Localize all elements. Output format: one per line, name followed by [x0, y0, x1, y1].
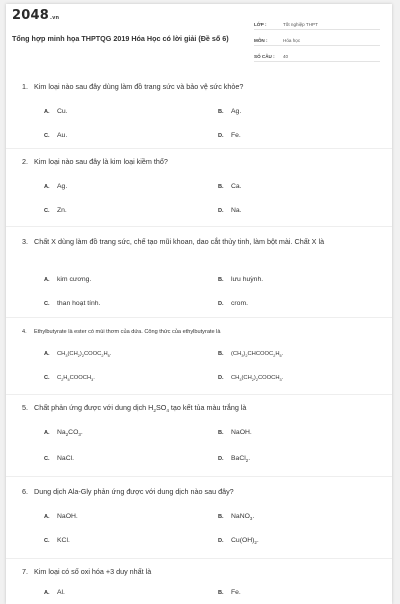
option-letter: C. — [44, 301, 50, 307]
option-letter: C. — [44, 375, 50, 381]
option-letter: D. — [218, 133, 224, 139]
question-2 — [22, 156, 378, 214]
option-letter: B. — [218, 590, 224, 596]
option-text: KCl. — [57, 537, 70, 544]
option-letter: B. — [218, 184, 224, 190]
meta-row-subject — [254, 32, 380, 46]
question-text: Chất X dùng làm đồ trang sức, chế tạo mũi khoan, dao cắt thủy tinh, làm bột mài. Chất X là — [34, 237, 325, 246]
question-text: Ethylbutyrate là ester có mùi thơm của dứa. Công thức của ethylbutyrate là — [34, 329, 221, 335]
question-number: 5. — [22, 403, 28, 412]
option-b[interactable] — [218, 351, 283, 358]
option-c[interactable] — [44, 132, 67, 139]
option-c[interactable] — [44, 537, 70, 544]
logo-suffix: .vn — [49, 15, 60, 21]
option-text: $CH_3(CH_2)_2COOCH_3$. — [231, 375, 284, 382]
document-sheet — [6, 4, 392, 604]
question-divider — [6, 148, 392, 149]
question-5 — [22, 402, 378, 463]
option-text: Ag. — [231, 108, 242, 115]
option-a[interactable] — [44, 513, 78, 520]
question-stem — [22, 156, 378, 167]
question-stem — [22, 81, 378, 92]
option-letter: B. — [218, 514, 224, 520]
option-text: $Cu(OH)_2$. — [231, 537, 259, 545]
option-letter: A. — [44, 109, 50, 115]
question-text: Kim loại nào sau đây dùng làm đồ trang sức và bảo vệ sức khỏe? — [34, 82, 244, 91]
question-7 — [22, 566, 378, 596]
option-d[interactable] — [218, 455, 250, 463]
option-letter: C. — [44, 208, 50, 214]
option-text: $Na_2CO_3$. — [57, 429, 83, 437]
option-text: Ag. — [57, 183, 68, 190]
document-title: Tổng hợp minh họa THPTQG 2019 Hóa Học có lời giải (Đề số 6) — [12, 34, 229, 43]
question-stem — [22, 402, 378, 416]
option-text: than hoạt tính. — [57, 300, 101, 307]
question-number: 2. — [22, 157, 28, 166]
question-number: 1. — [22, 82, 28, 91]
question-stem — [22, 566, 378, 577]
option-c[interactable] — [44, 455, 74, 462]
question-number: 3. — [22, 237, 28, 246]
option-letter: B. — [218, 430, 224, 436]
meta-value: 40 — [283, 54, 289, 59]
meta-row-class — [254, 16, 380, 30]
option-text: NaOH. — [57, 513, 78, 520]
option-d[interactable] — [218, 132, 241, 139]
document-header — [6, 4, 392, 68]
option-a[interactable] — [44, 183, 67, 190]
meta-label: SỐ CÂU : — [254, 54, 275, 59]
option-d[interactable] — [218, 537, 259, 545]
option-text: $(CH_3)_2CHCOOC_2H_5$. — [231, 351, 284, 358]
option-a[interactable] — [44, 108, 68, 115]
option-b[interactable] — [218, 429, 252, 436]
question-1 — [22, 81, 378, 139]
question-stem — [22, 327, 378, 338]
meta-row-count — [254, 48, 380, 62]
question-divider — [6, 476, 392, 477]
option-letter: C. — [44, 538, 50, 544]
option-b[interactable] — [218, 108, 241, 115]
question-stem — [22, 486, 378, 497]
question-number: 4. — [22, 329, 27, 335]
option-letter: A. — [44, 590, 50, 596]
option-letter: D. — [218, 375, 224, 381]
option-text: Na. — [231, 207, 242, 214]
option-d[interactable] — [218, 375, 283, 382]
option-a[interactable] — [44, 351, 111, 358]
option-a[interactable] — [44, 429, 83, 437]
option-d[interactable] — [218, 300, 248, 307]
document-meta — [254, 16, 380, 64]
question-number: 7. — [22, 567, 28, 576]
option-letter: C. — [44, 133, 50, 139]
question-stem — [22, 236, 378, 247]
option-a[interactable] — [44, 276, 91, 283]
option-letter: D. — [218, 538, 224, 544]
option-letter: A. — [44, 514, 50, 520]
option-text: kim cương. — [57, 276, 92, 283]
option-text: lưu huỳnh. — [231, 276, 264, 283]
option-d[interactable] — [218, 207, 242, 214]
option-letter: B. — [218, 277, 224, 283]
option-b[interactable] — [218, 183, 242, 190]
option-text: crom. — [231, 300, 248, 307]
option-b[interactable] — [218, 513, 254, 521]
option-text: Zn. — [57, 207, 67, 214]
question-3 — [22, 236, 378, 307]
question-text: Kim loại nào sau đây là kim loại kiềm thổ? — [34, 157, 168, 166]
option-text: $CH_3(CH_2)_2COOC_2H_5$. — [57, 351, 112, 358]
option-c[interactable] — [44, 300, 100, 307]
option-letter: B. — [218, 351, 224, 357]
option-b[interactable] — [218, 589, 241, 596]
option-letter: A. — [44, 277, 50, 283]
question-6 — [22, 486, 378, 545]
option-text: Cu. — [57, 108, 68, 115]
option-letter: A. — [44, 430, 50, 436]
option-a[interactable] — [44, 589, 65, 596]
question-divider — [6, 226, 392, 227]
site-logo[interactable] — [12, 8, 59, 23]
option-letter: D. — [218, 456, 224, 462]
option-text: BaCl$_2$. — [231, 455, 251, 463]
option-letter: A. — [44, 184, 50, 190]
question-number: 6. — [22, 487, 28, 496]
question-text: Dung dịch Ala-Gly phản ứng được với dung dịch nào sau đây? — [34, 487, 234, 496]
option-text: NaCl. — [57, 455, 74, 462]
option-c[interactable] — [44, 375, 95, 382]
option-letter: B. — [218, 109, 224, 115]
question-4 — [22, 327, 378, 382]
meta-label: LỚP : — [254, 22, 267, 27]
option-letter: D. — [218, 208, 224, 214]
option-text: NaNO$_3$. — [231, 513, 255, 521]
option-text: Fe. — [231, 589, 241, 596]
option-letter: A. — [44, 351, 50, 357]
option-b[interactable] — [218, 276, 263, 283]
question-text: Kim loại có số oxi hóa +3 duy nhất là — [34, 567, 152, 576]
meta-value: Hóa học — [283, 38, 301, 43]
option-letter: C. — [44, 456, 50, 462]
option-text: Ca. — [231, 183, 242, 190]
option-text: Au. — [57, 132, 68, 139]
option-text: Fe. — [231, 132, 241, 139]
option-text: $C_2H_5COOCH_3$. — [57, 375, 95, 382]
question-divider — [6, 558, 392, 559]
meta-label: MÔN : — [254, 38, 268, 43]
option-letter: D. — [218, 301, 224, 307]
option-c[interactable] — [44, 207, 67, 214]
question-divider — [6, 317, 392, 318]
question-divider — [6, 394, 392, 395]
option-text: NaOH. — [231, 429, 252, 436]
option-text: Al. — [57, 589, 65, 596]
meta-value: Tốt nghiệp THPT — [283, 22, 318, 27]
logo-text: 2048 — [12, 8, 49, 23]
question-text: Chất phản ứng được với dung dịch $H_2SO_4$ tạo kết tủa màu trắng là — [34, 403, 247, 413]
